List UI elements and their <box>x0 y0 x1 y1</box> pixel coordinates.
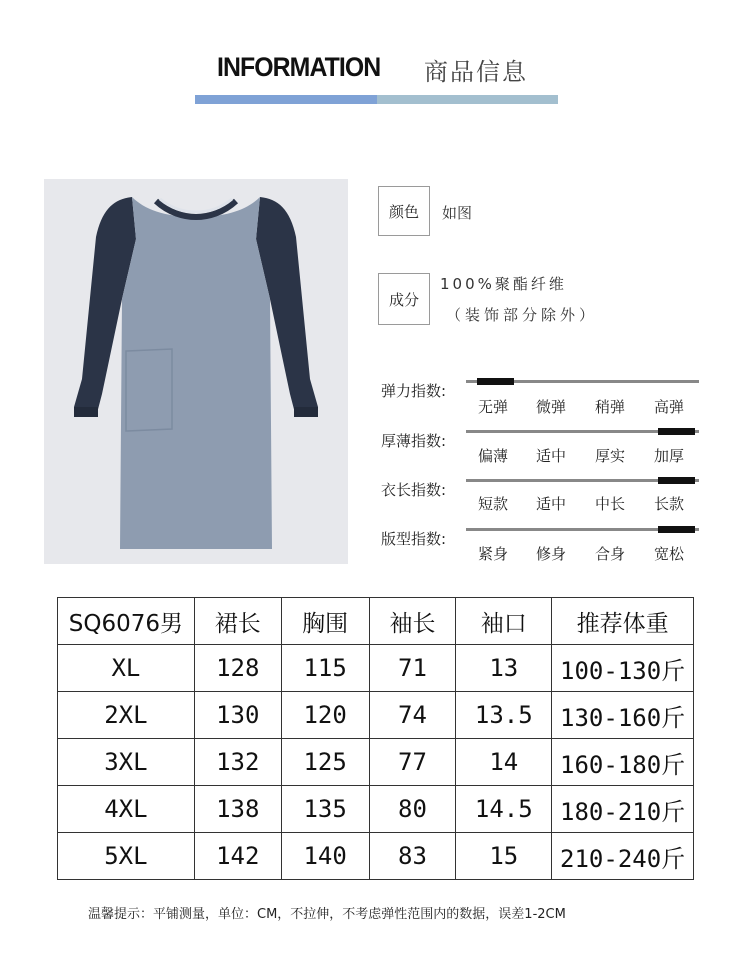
size-table <box>57 597 694 880</box>
table-cell: 160-180斤 <box>552 739 694 786</box>
index-option: 合身 <box>595 545 626 563</box>
table-row <box>58 645 694 692</box>
index-option: 稍弹 <box>595 398 626 416</box>
section-title-en: INFORMATION <box>217 52 381 82</box>
table-cell: 135 <box>281 786 369 833</box>
table-cell: 138 <box>194 786 281 833</box>
index-label: 衣长指数: <box>381 481 447 499</box>
index-option: 偏薄 <box>478 447 509 465</box>
table-header-row <box>58 598 694 645</box>
table-row <box>58 786 694 833</box>
product-image <box>44 179 348 564</box>
index-option: 适中 <box>536 447 567 465</box>
table-cell: 125 <box>281 739 369 786</box>
table-row <box>58 692 694 739</box>
table-cell: 100-130斤 <box>552 645 694 692</box>
table-cell: 80 <box>369 786 456 833</box>
index-option: 无弹 <box>478 398 509 416</box>
table-cell: 74 <box>369 692 456 739</box>
table-cell: 142 <box>194 833 281 880</box>
index-label: 版型指数: <box>381 530 447 548</box>
composition-value: 100%聚酯纤维 <box>440 275 567 293</box>
table-cell: 2XL <box>58 692 195 739</box>
index-option: 高弹 <box>654 398 685 416</box>
title-underline-left <box>195 95 377 104</box>
index-option: 微弹 <box>536 398 567 416</box>
index-option: 厚实 <box>595 447 626 465</box>
column-header-model: SQ6076男 <box>58 598 195 645</box>
composition-label-box: 成分 <box>378 273 430 325</box>
table-row <box>58 739 694 786</box>
color-value: 如图 <box>442 204 473 222</box>
composition-note: （装饰部分除外） <box>446 306 599 324</box>
table-cell: 77 <box>369 739 456 786</box>
table-cell: 4XL <box>58 786 195 833</box>
column-header-cuff: 袖口 <box>456 598 552 645</box>
table-cell: 13 <box>456 645 552 692</box>
table-cell: 14 <box>456 739 552 786</box>
table-cell: 83 <box>369 833 456 880</box>
table-cell: 71 <box>369 645 456 692</box>
index-option: 中长 <box>595 495 626 513</box>
title-underline-right <box>377 95 558 104</box>
table-cell: 13.5 <box>456 692 552 739</box>
table-cell: 5XL <box>58 833 195 880</box>
column-header-length: 裙长 <box>194 598 281 645</box>
section-title-cn: 商品信息 <box>424 58 528 86</box>
table-row <box>58 833 694 880</box>
table-cell: XL <box>58 645 195 692</box>
table-cell: 120 <box>281 692 369 739</box>
table-cell: 115 <box>281 645 369 692</box>
column-header-chest: 胸围 <box>281 598 369 645</box>
column-header-weight: 推荐体重 <box>552 598 694 645</box>
measurement-note: 温馨提示：平铺测量，单位：CM，不拉伸，不考虑弹性范围内的数据，误差1-2CM <box>88 907 566 922</box>
index-selected-marker <box>658 526 695 533</box>
index-option: 加厚 <box>654 447 685 465</box>
index-label: 厚薄指数: <box>381 432 447 450</box>
column-header-sleeve: 袖长 <box>369 598 456 645</box>
table-cell: 132 <box>194 739 281 786</box>
table-cell: 15 <box>456 833 552 880</box>
table-cell: 130 <box>194 692 281 739</box>
index-label: 弹力指数: <box>381 382 447 400</box>
index-selected-marker <box>658 428 695 435</box>
index-option: 短款 <box>478 495 509 513</box>
index-option: 适中 <box>536 495 567 513</box>
table-cell: 14.5 <box>456 786 552 833</box>
index-option: 宽松 <box>654 545 685 563</box>
table-cell: 3XL <box>58 739 195 786</box>
table-cell: 140 <box>281 833 369 880</box>
index-option: 修身 <box>536 545 567 563</box>
table-cell: 128 <box>194 645 281 692</box>
index-option: 长款 <box>654 495 685 513</box>
color-label-box: 颜色 <box>378 186 430 236</box>
table-cell: 210-240斤 <box>552 833 694 880</box>
index-selected-marker <box>477 378 514 385</box>
table-cell: 130-160斤 <box>552 692 694 739</box>
index-selected-marker <box>658 477 695 484</box>
index-option: 紧身 <box>478 545 509 563</box>
table-cell: 180-210斤 <box>552 786 694 833</box>
